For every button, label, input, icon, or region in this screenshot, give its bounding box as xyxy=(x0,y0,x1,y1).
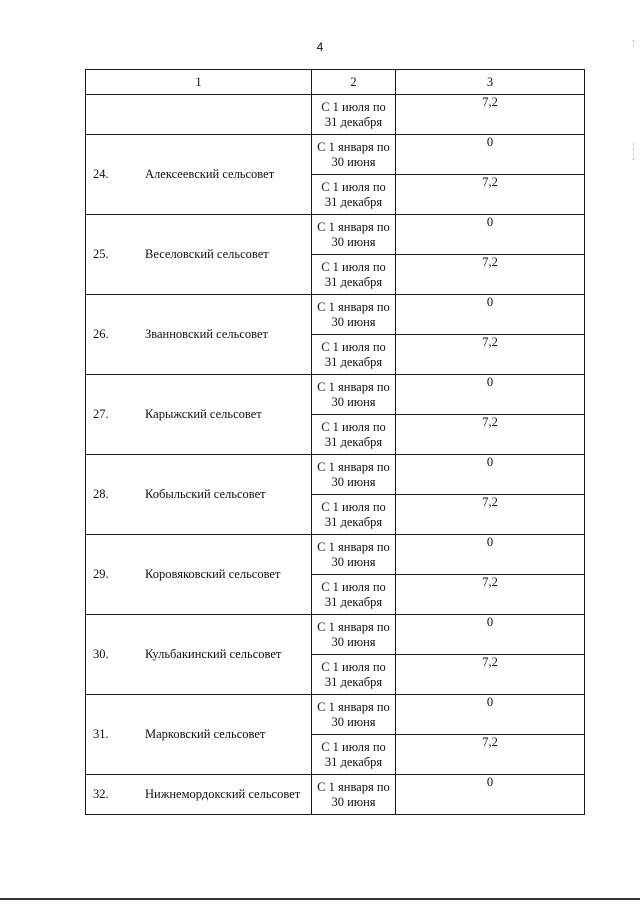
period-line: С 1 января по xyxy=(317,299,390,314)
rate-cell: 7,2 xyxy=(396,575,585,615)
period-line: 30 июня xyxy=(331,794,376,809)
row-number: 24. xyxy=(93,167,109,181)
period-line: С 1 июля по xyxy=(321,579,386,594)
table-row xyxy=(86,295,585,335)
period-line: 31 декабря xyxy=(324,514,383,529)
rate-cell: 7,2 xyxy=(396,255,585,295)
rate-cell: 7,2 xyxy=(396,175,585,215)
table-row xyxy=(86,535,585,575)
period-cell xyxy=(312,615,396,655)
rate-cell: 7,2 xyxy=(396,735,585,775)
period-cell xyxy=(312,175,396,215)
rate-cell: 7,2 xyxy=(396,655,585,695)
settlement-cell xyxy=(86,615,312,695)
rate-cell: 7,2 xyxy=(396,95,585,135)
continuation-row xyxy=(86,95,585,135)
period-line: С 1 июля по xyxy=(321,339,386,354)
rate-cell: 0 xyxy=(396,535,585,575)
table-row xyxy=(86,695,585,735)
period-line: 31 декабря xyxy=(324,274,383,289)
table-row xyxy=(86,775,585,815)
rate-cell: 0 xyxy=(396,615,585,655)
rates-table xyxy=(85,69,585,815)
scan-margin-mark xyxy=(633,40,634,50)
settlement-name: Коровяковский сельсовет xyxy=(145,567,281,581)
row-number: 26. xyxy=(93,327,109,341)
settlement-name: Нижнемордокский сельсовет xyxy=(145,787,301,801)
period-line: 30 июня xyxy=(331,554,376,569)
page-number: 4 xyxy=(316,40,324,54)
period-line: С 1 января по xyxy=(317,699,390,714)
period-line: 31 декабря xyxy=(324,674,383,689)
page-bottom-rule xyxy=(0,898,640,900)
period-cell xyxy=(312,415,396,455)
settlement-name: Кульбакинский сельсовет xyxy=(145,647,282,661)
settlement-name: Алексеевский сельсовет xyxy=(145,167,275,181)
scan-margin-mark xyxy=(633,143,634,163)
row-number: 25. xyxy=(93,247,109,261)
rate-cell: 0 xyxy=(396,375,585,415)
period-line: 31 декабря xyxy=(324,594,383,609)
period-line: 31 декабря xyxy=(324,354,383,369)
period-cell xyxy=(312,215,396,255)
period-line: С 1 июля по xyxy=(321,419,386,434)
rate-cell: 0 xyxy=(396,695,585,735)
settlement-name: Кобыльский сельсовет xyxy=(145,487,266,501)
table-row xyxy=(86,135,585,175)
period-line: С 1 июля по xyxy=(321,739,386,754)
rate-cell: 7,2 xyxy=(396,335,585,375)
period-cell xyxy=(312,655,396,695)
settlement-name: Званновский сельсовет xyxy=(145,327,268,341)
table-row xyxy=(86,375,585,415)
period-line: 30 июня xyxy=(331,154,376,169)
period-line: С 1 января по xyxy=(317,219,390,234)
header-col-1: 1 xyxy=(86,70,312,95)
settlement-cell xyxy=(86,775,312,815)
period-line: С 1 июля по xyxy=(321,659,386,674)
period-cell xyxy=(312,495,396,535)
row-number: 31. xyxy=(93,727,109,741)
row-number: 27. xyxy=(93,407,109,421)
rate-cell: 0 xyxy=(396,135,585,175)
table-row xyxy=(86,455,585,495)
rate-cell: 0 xyxy=(396,775,585,815)
period-line: С 1 июля по xyxy=(321,179,386,194)
period-line: С 1 января по xyxy=(317,379,390,394)
period-line: С 1 января по xyxy=(317,539,390,554)
row-number: 28. xyxy=(93,487,109,501)
period-line: 30 июня xyxy=(331,234,376,249)
period-cell xyxy=(312,455,396,495)
row-number: 32. xyxy=(93,787,109,801)
period-cell xyxy=(312,735,396,775)
period-line: 31 декабря xyxy=(324,754,383,769)
settlement-cell xyxy=(86,215,312,295)
rate-cell: 0 xyxy=(396,455,585,495)
settlement-cell xyxy=(86,455,312,535)
period-line: 31 декабря xyxy=(324,114,383,129)
period-line: 30 июня xyxy=(331,714,376,729)
period-line: 30 июня xyxy=(331,394,376,409)
rate-cell: 7,2 xyxy=(396,415,585,455)
settlement-cell xyxy=(86,295,312,375)
settlement-cell xyxy=(86,375,312,455)
period-cell xyxy=(312,95,396,135)
header-col-2: 2 xyxy=(312,70,396,95)
settlement-name: Веселовский сельсовет xyxy=(145,247,269,261)
period-line: 30 июня xyxy=(331,314,376,329)
period-cell xyxy=(312,695,396,735)
period-cell xyxy=(312,135,396,175)
rate-cell: 0 xyxy=(396,215,585,255)
settlement-cell xyxy=(86,695,312,775)
period-line: 31 декабря xyxy=(324,434,383,449)
rate-cell: 0 xyxy=(396,295,585,335)
rates-table-body xyxy=(86,70,585,815)
period-line: С 1 января по xyxy=(317,619,390,634)
period-line: С 1 июля по xyxy=(321,99,386,114)
period-line: С 1 января по xyxy=(317,139,390,154)
period-line: 31 декабря xyxy=(324,194,383,209)
period-line: С 1 января по xyxy=(317,459,390,474)
period-line: С 1 июля по xyxy=(321,499,386,514)
period-cell xyxy=(312,335,396,375)
period-cell xyxy=(312,375,396,415)
continuation-name-cell xyxy=(86,95,312,135)
settlement-name: Карыжский сельсовет xyxy=(145,407,262,421)
settlement-cell xyxy=(86,535,312,615)
row-number: 29. xyxy=(93,567,109,581)
row-number: 30. xyxy=(93,647,109,661)
period-line: С 1 июля по xyxy=(321,259,386,274)
period-cell xyxy=(312,775,396,815)
table-row xyxy=(86,615,585,655)
rate-cell: 7,2 xyxy=(396,495,585,535)
period-line: 30 июня xyxy=(331,634,376,649)
settlement-name: Марковский сельсовет xyxy=(145,727,266,741)
period-cell xyxy=(312,295,396,335)
settlement-cell xyxy=(86,135,312,215)
period-line: С 1 января по xyxy=(317,779,390,794)
period-line: 30 июня xyxy=(331,474,376,489)
table-header-row xyxy=(86,70,585,95)
header-col-3: 3 xyxy=(396,70,585,95)
period-cell xyxy=(312,255,396,295)
period-cell xyxy=(312,535,396,575)
table-row xyxy=(86,215,585,255)
period-cell xyxy=(312,575,396,615)
